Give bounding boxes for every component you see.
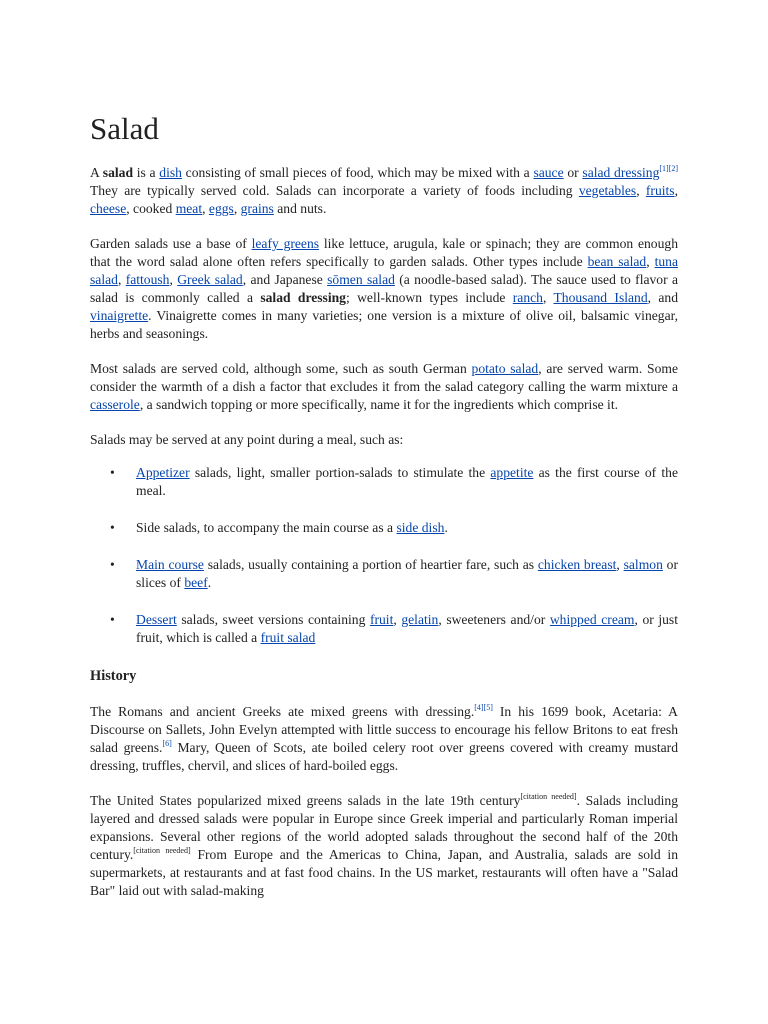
link-leafy-greens[interactable]: leafy greens (251, 236, 320, 251)
link-meat[interactable]: meat (175, 201, 203, 216)
text: In his 1699 book, Acetaria: A Discourse on Sallets, John Evelyn attempted with little success to encourage his fellow Britons to eat fresh salad greens. (90, 704, 678, 755)
link-greek-salad[interactable]: Greek salad (177, 272, 243, 287)
text: From Europe and the Americas to China, Japan, and Australia, salads are sold in supermarkets, at restaurants and at fast food chains. In the US market, restaurants will often have a "Salad Bar" laid out with salad-making (90, 847, 678, 898)
link-vegetables[interactable]: vegetables (578, 183, 637, 198)
link-dish[interactable]: dish (159, 165, 182, 180)
citation-link[interactable]: [4][5] (474, 703, 493, 712)
link-cheese[interactable]: cheese (90, 201, 127, 216)
list-item (90, 519, 678, 537)
link-potato-salad[interactable]: potato salad (471, 361, 539, 376)
citation-link[interactable]: [1][2] (659, 164, 679, 173)
text: They are typically served cold. Salads can incorporate a variety of foods including (90, 183, 579, 198)
link-thousand-island[interactable]: Thousand Island (553, 290, 648, 305)
citation-link[interactable]: [6] (162, 739, 172, 748)
citation-ref (659, 164, 678, 173)
text: like lettuce, arugula, kale or spinach; they are common enough that the word salad alone often refers specifically to garden salads. Other types include (90, 236, 678, 269)
link-beef[interactable]: beef (184, 575, 208, 590)
bullet-icon: • (110, 612, 115, 627)
text: . (444, 520, 448, 535)
text: , (202, 201, 209, 216)
link-tuna-salad[interactable]: tuna salad (90, 254, 679, 287)
link-appetizer[interactable]: Appetizer (136, 465, 190, 480)
text: Most salads are served cold, although some, such as south German (90, 361, 472, 376)
text: , (636, 183, 646, 198)
text: , or just fruit, which is called a (136, 612, 678, 645)
link-appetite[interactable]: appetite (490, 465, 534, 480)
link-side-dish[interactable]: side dish (396, 520, 445, 535)
link-whipped-cream[interactable]: whipped cream (549, 612, 635, 627)
garden-salads-paragraph (90, 235, 678, 343)
text: , (393, 612, 402, 627)
link-fattoush[interactable]: fattoush (125, 272, 170, 287)
page-title: Salad (90, 111, 159, 146)
link-dessert[interactable]: Dessert (136, 612, 177, 627)
citation-ref (474, 703, 493, 712)
history-paragraph (90, 703, 678, 775)
citation-needed (133, 846, 190, 855)
link-eggs[interactable]: eggs (208, 201, 234, 216)
bullet-icon: • (110, 520, 115, 535)
text: Garden salads use a base of (90, 236, 252, 251)
text: ; well-known types include (345, 290, 513, 305)
article-content (90, 0, 678, 900)
bullet-icon: • (110, 557, 115, 572)
text: , a sandwich topping or more specifically, name it for the ingredients which comprise it. (139, 397, 618, 412)
list-item (90, 464, 678, 500)
text: , (616, 557, 624, 572)
link-casserole[interactable]: casserole (90, 397, 140, 412)
text: , (233, 201, 241, 216)
text: . (207, 575, 212, 590)
list-item (90, 611, 678, 647)
text: , (169, 272, 178, 287)
citation-needed-text: [citation needed] (133, 846, 191, 855)
text: The United States popularized mixed greens salads in the late 19th century (90, 793, 521, 808)
bold-term: salad (102, 165, 134, 180)
meal-intro-paragraph: Salads may be served at any point during a meal, such as: (90, 432, 404, 447)
link-grains[interactable]: grains (240, 201, 274, 216)
link-main-course[interactable]: Main course (136, 557, 204, 572)
link-fruits[interactable]: fruits (645, 183, 675, 198)
text: Side salads, to accompany the main course as a (136, 520, 397, 535)
text: or slices of (136, 557, 679, 590)
link-ranch[interactable]: ranch (512, 290, 543, 305)
bullet-icon: • (110, 465, 115, 480)
link-sauce[interactable]: sauce (533, 165, 564, 180)
text: . Vinaigrette comes in many varieties; one version is a mixture of olive oil, balsamic vinegar, herbs and seasonings. (90, 308, 678, 341)
text: , (646, 254, 655, 269)
text: , (542, 290, 554, 305)
text: (a noodle-based salad). The sauce used to flavor a salad is commonly called a (90, 272, 679, 305)
text: , (674, 183, 678, 198)
text: , and Japanese (242, 272, 328, 287)
text: , cooked (126, 201, 176, 216)
link-gelatin[interactable]: gelatin (401, 612, 439, 627)
text: . Salads including layered and dressed salads were popular in Europe since Greek imperial and particularly Roman imperial expansions. Several other regions of the world adopted salads throughout the second half of the 20th century. (90, 793, 678, 862)
text: Mary, Queen of Scots, ate boiled celery root over greens covered with creamy mustard dressing, truffles, chervil, and slices of hard-boiled eggs. (90, 740, 678, 773)
link-fruit-salad[interactable]: fruit salad (260, 630, 316, 645)
text: or (563, 165, 583, 180)
link-fruit[interactable]: fruit (369, 612, 394, 627)
text: The Romans and ancient Greeks ate mixed greens with dressing. (90, 704, 475, 719)
text: , and (647, 290, 679, 305)
link-somen-salad[interactable]: sōmen salad (327, 272, 395, 287)
citation-needed-text: [citation needed] (520, 792, 577, 801)
us-history-paragraph (90, 792, 678, 900)
text: salads, sweet versions containing (176, 612, 370, 627)
history-heading: History (90, 668, 137, 684)
text: is a (133, 165, 160, 180)
intro-paragraph (90, 164, 678, 218)
link-vinaigrette[interactable]: vinaigrette (90, 308, 149, 323)
salad-types-list (90, 464, 678, 647)
link-chicken-breast[interactable]: chicken breast (537, 557, 617, 572)
warm-salads-paragraph (90, 360, 678, 414)
list-item (90, 556, 678, 592)
text: salads, usually containing a portion of heartier fare, such as (203, 557, 538, 572)
text: as the first course of the meal. (136, 465, 678, 498)
citation-needed (520, 792, 576, 801)
text: salads, light, smaller portion-salads to stimulate the (189, 465, 491, 480)
text: consisting of small pieces of food, which may be mixed with a (181, 165, 534, 180)
text: A (90, 165, 103, 180)
text: , are served warm. Some consider the warmth of a dish a factor that excludes it from the salad category calling the warm mixture a (90, 361, 678, 394)
text: and nuts. (273, 201, 327, 216)
text: , sweeteners and/or (438, 612, 550, 627)
citation-ref (162, 739, 171, 748)
link-salmon[interactable]: salmon (623, 557, 663, 572)
text: , (117, 272, 126, 287)
link-salad-dressing[interactable]: salad dressing (582, 165, 660, 180)
link-bean-salad[interactable]: bean salad (587, 254, 647, 269)
bold-term: salad dressing (260, 290, 346, 305)
